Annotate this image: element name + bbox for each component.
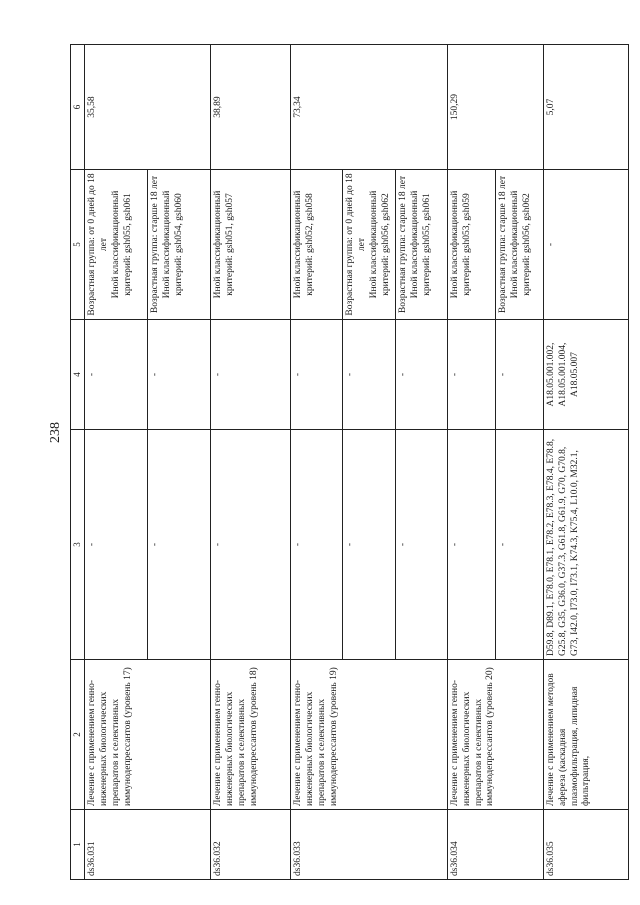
header-cell: 1	[71, 810, 85, 880]
row-diagnosis: -	[211, 430, 291, 660]
row-criteria: Иной классификационный критерий: gsh053, gsh059	[447, 170, 495, 320]
page-number: 238	[48, 422, 63, 443]
header-cell: 5	[71, 170, 85, 320]
row-service: A18.05.001.002, A18.05.001.004, A18.05.007	[543, 320, 628, 430]
row-coefficient: 38,89	[211, 45, 291, 170]
row-coefficient: 150,29	[447, 45, 543, 170]
row-criteria: Иной классификационный критерий: gsh052, gsh058	[291, 170, 343, 320]
row-diagnosis: -	[447, 430, 495, 660]
table-row	[291, 45, 343, 880]
row-diagnosis: -	[395, 430, 447, 660]
row-service: -	[291, 320, 343, 430]
row-service: -	[85, 320, 148, 430]
header-cell: 3	[71, 430, 85, 660]
row-diagnosis: -	[85, 430, 148, 660]
row-code: ds36.033	[291, 810, 448, 880]
row-criteria: Возрастная группа: старше 18 лет Иной классификационный критерий: gsh056, gsh062	[495, 170, 543, 320]
document-table-wrapper	[70, 45, 592, 880]
header-cell: 2	[71, 660, 85, 810]
row-code: ds36.032	[211, 810, 291, 880]
row-service: -	[148, 320, 211, 430]
row-service: -	[495, 320, 543, 430]
row-coefficient: 73,34	[291, 45, 448, 170]
row-code: ds36.031	[85, 810, 211, 880]
row-diagnosis: -	[495, 430, 543, 660]
row-name: Лечение с применением генно-инженерных биологических препаратов и селективных иммунодепрессантов (уровень 17)	[85, 660, 211, 810]
row-criteria: Возрастная группа: старше 18 лет Иной классификационный критерий: gsh054, gsh060	[148, 170, 211, 320]
row-criteria: -	[543, 170, 628, 320]
row-criteria: Возрастная группа: от 0 дней до 18 лет Иной классификационный критерий: gsh055, gsh061	[85, 170, 148, 320]
row-service: -	[447, 320, 495, 430]
row-diagnosis: -	[148, 430, 211, 660]
tariff-table	[70, 44, 629, 880]
row-name: Лечение с применением генно-инженерных биологических препаратов и селективных иммунодепрессантов (уровень 18)	[211, 660, 291, 810]
header-cell: 6	[71, 45, 85, 170]
row-name: Лечение с применением генно-инженерных биологических препаратов и селективных иммунодепрессантов (уровень 20)	[447, 660, 543, 810]
row-service: -	[343, 320, 396, 430]
row-code: ds36.034	[447, 810, 543, 880]
row-diagnosis: -	[291, 430, 343, 660]
row-diagnosis: -	[343, 430, 396, 660]
row-service: -	[395, 320, 447, 430]
row-criteria: Иной классификационный критерий: gsh051, gsh057	[211, 170, 291, 320]
row-service: -	[211, 320, 291, 430]
row-coefficient: 35,58	[85, 45, 211, 170]
row-name: Лечение с применением генно-инженерных биологических препаратов и селективных иммунодепрессантов (уровень 19)	[291, 660, 448, 810]
table-row	[211, 45, 291, 880]
row-diagnosis: D59.8, D89.1, E78.0, E78.1, E78.2, E78.3, E78.4, E78.8, G25.8, G35, G36.0, G37.3, G61.8, G61.9, G70, G70.8, G73, I42.0, I73.0, I73.1, K74.3, K75.4, L10.0, M32.1,	[543, 430, 628, 660]
row-coefficient: 5,07	[543, 45, 628, 170]
row-name: Лечение с применением методов афереза (каскадная плазмофильтрация, липидная фильтрация,	[543, 660, 628, 810]
header-cell: 4	[71, 320, 85, 430]
table-row	[85, 45, 148, 880]
row-criteria: Возрастная группа: старше 18 лет Иной классификационный критерий: gsh055, gsh061	[395, 170, 447, 320]
header-row	[71, 45, 85, 880]
table-row	[543, 45, 628, 880]
row-code: ds36.035	[543, 810, 628, 880]
row-criteria: Возрастная группа: от 0 дней до 18 лет Иной классификационный критерий: gsh056, gsh062	[343, 170, 396, 320]
table-row	[447, 45, 495, 880]
